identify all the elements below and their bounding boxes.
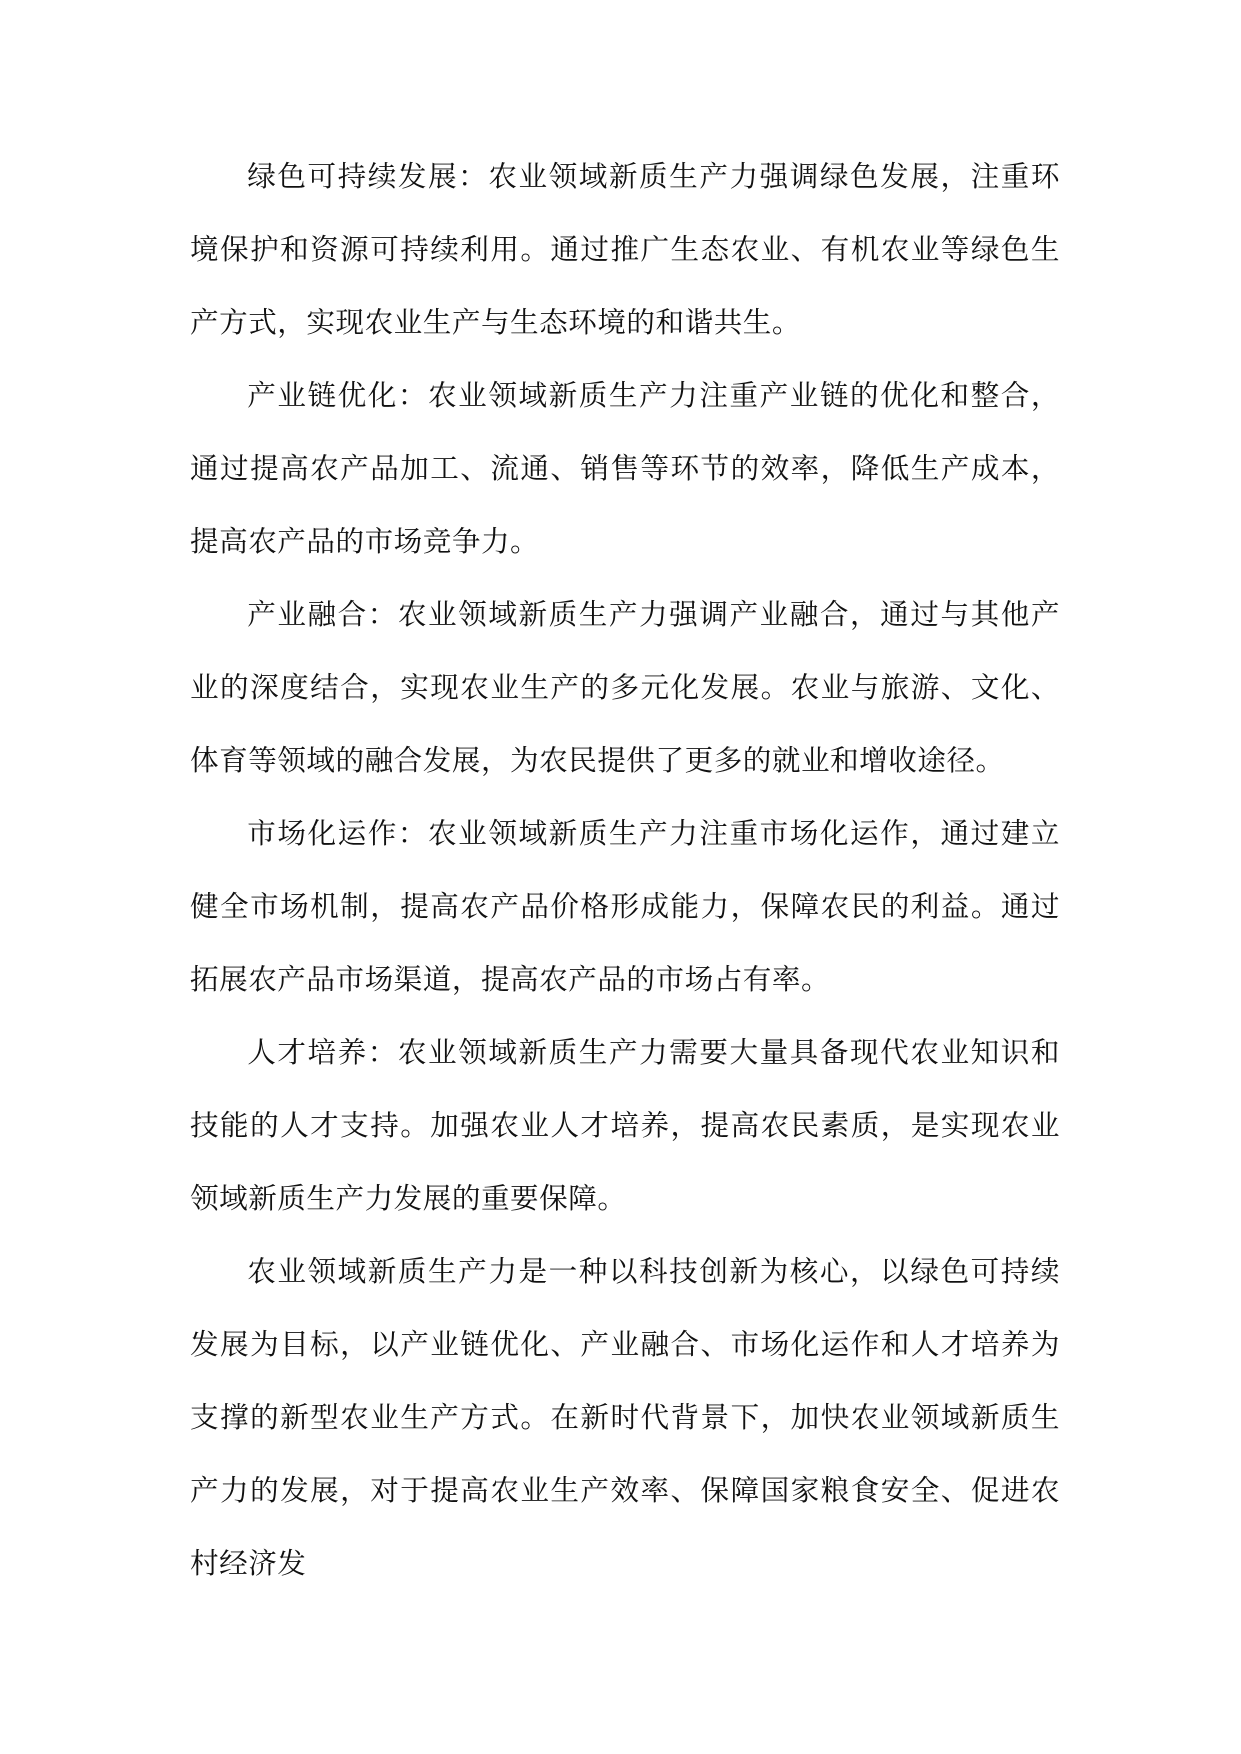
paragraph-market-operation: 市场化运作：农业领域新质生产力注重市场化运作，通过建立健全市场机制，提高农产品价格形成能力，保障农民的利益。通过拓展农产品市场渠道，提高农产品的市场占有率。 [190, 816, 1060, 996]
paragraph-summary: 农业领域新质生产力是一种以科技创新为核心，以绿色可持续发展为目标，以产业链优化、产业融合、市场化运作和人才培养为支撑的新型农业生产方式。在新时代背景下，加快农业领域新质生产力的发展，对于提高农业生产效率、保障国家粮食安全、促进农村经济发 [190, 1254, 1060, 1580]
paragraph-green-development: 绿色可持续发展：农业领域新质生产力强调绿色发展，注重环境保护和资源可持续利用。通过推广生态农业、有机农业等绿色生产方式，实现农业生产与生态环境的和谐共生。 [190, 159, 1060, 339]
body-text [190, 140, 1060, 1600]
paragraph-talent-cultivation: 人才培养：农业领域新质生产力需要大量具备现代农业知识和技能的人才支持。加强农业人才培养，提高农民素质，是实现农业领域新质生产力发展的重要保障。 [190, 1035, 1060, 1215]
paragraph-industry-integration: 产业融合：农业领域新质生产力强调产业融合，通过与其他产业的深度结合，实现农业生产的多元化发展。农业与旅游、文化、体育等领域的融合发展，为农民提供了更多的就业和增收途径。 [190, 597, 1060, 777]
paragraph-industry-chain: 产业链优化：农业领域新质生产力注重产业链的优化和整合，通过提高农产品加工、流通、销售等环节的效率，降低生产成本，提高农产品的市场竞争力。 [190, 378, 1060, 558]
